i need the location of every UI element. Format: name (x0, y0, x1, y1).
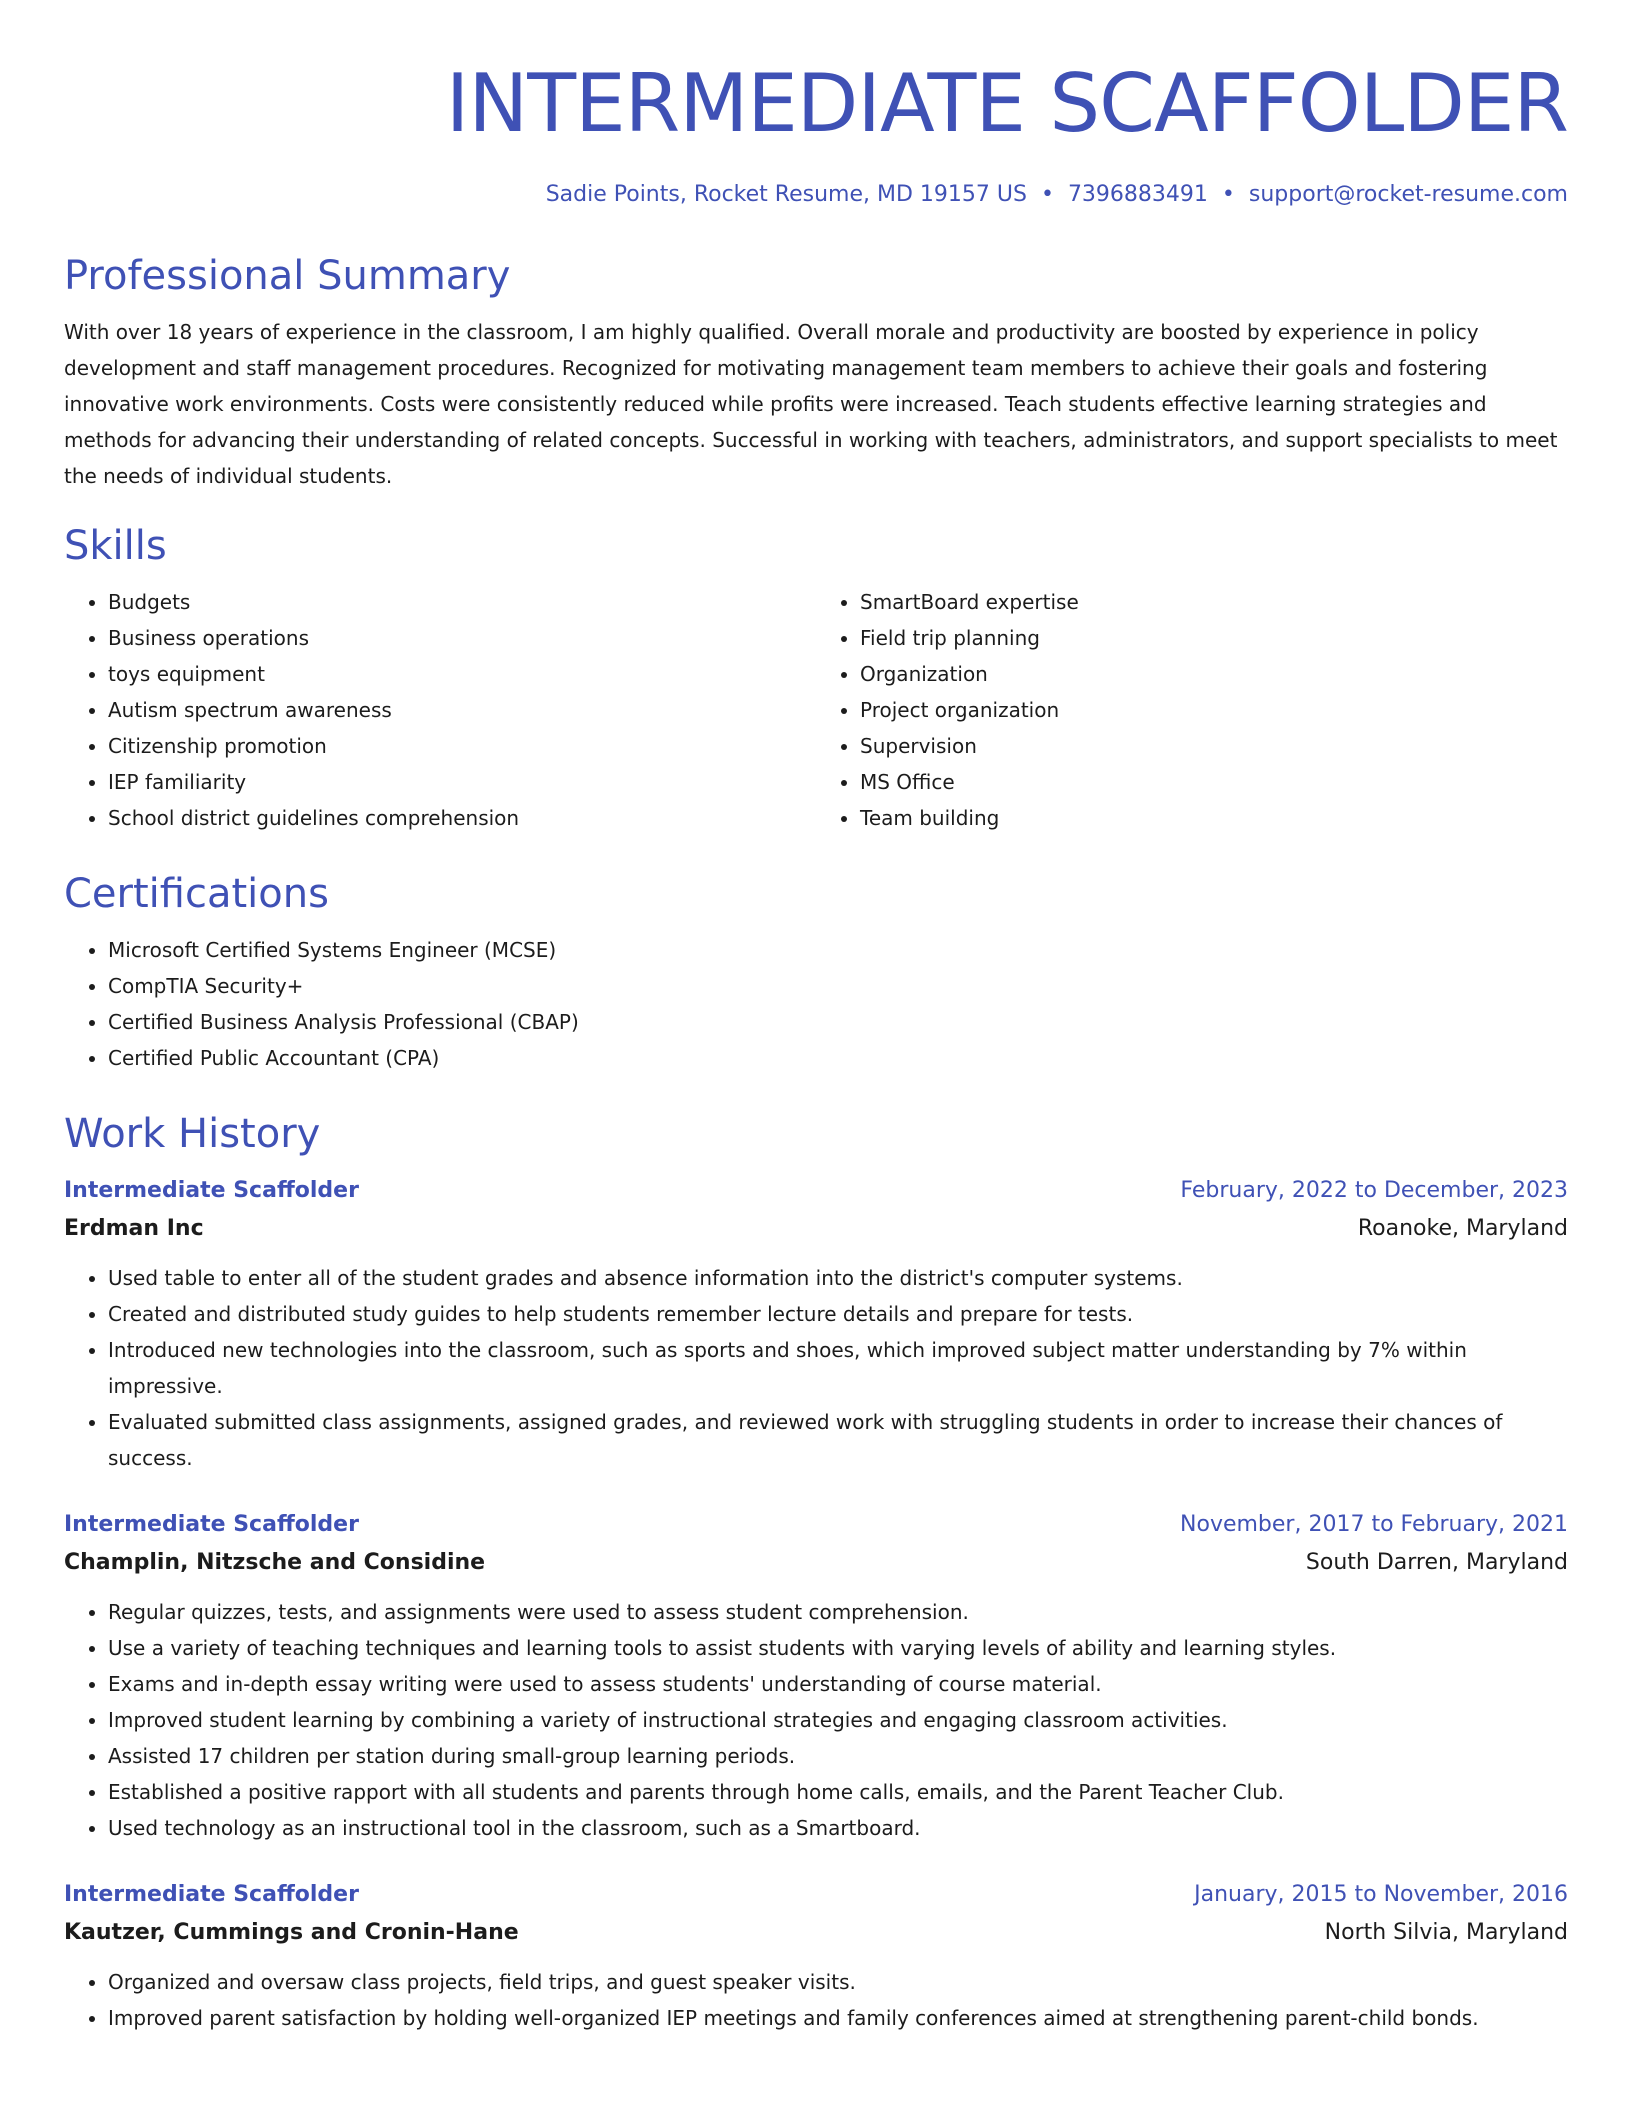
work-history-heading: Work History (64, 1111, 321, 1157)
job-bullets (64, 1964, 1568, 2036)
job-dates: January, 2015 to November, 2016 (1194, 1882, 1568, 1907)
job-location: Roanoke, Maryland (1357, 1216, 1568, 1241)
job-company: Erdman Inc (64, 1216, 204, 1241)
contact-line (64, 180, 1568, 210)
job-bullet: • Regular quizzes, tests, and assignments were used to assess student comprehension. (108, 1594, 1568, 1630)
job-bullets (64, 1260, 1568, 1476)
skill-item: • Business operations (108, 620, 816, 656)
job-bullet: • Established a positive rapport with all students and parents through home calls, emails, and the Parent Teacher Club. (108, 1774, 1568, 1810)
certifications-heading: Certifications (64, 871, 329, 917)
skill-item: • MS Office (860, 764, 1568, 800)
summary-heading: Professional Summary (64, 253, 511, 299)
certification-item: • Certified Public Accountant (CPA) (108, 1040, 1568, 1076)
job-header-row (64, 1876, 1568, 1914)
skill-item: • IEP familiarity (108, 764, 816, 800)
candidate-name: INTERMEDIATE SCAFFOLDER (445, 57, 1568, 150)
job-location: South Darren, Maryland (1305, 1550, 1568, 1575)
contact-phone[interactable]: 7396883491 (1067, 182, 1208, 207)
job-company-row (64, 1914, 1568, 1952)
job-header-row (64, 1172, 1568, 1210)
job-entry (64, 1876, 1568, 2036)
skill-item: • Budgets (108, 584, 816, 620)
job-bullet: • Exams and in-depth essay writing were used to assess students' understanding of course material. (108, 1666, 1568, 1702)
job-title: Intermediate Scaffolder (64, 1512, 359, 1537)
skill-item: • toys equipment (108, 656, 816, 692)
skills-right-list (816, 584, 1568, 836)
job-entry (64, 1172, 1568, 1476)
skill-item: • Team building (860, 800, 1568, 836)
skill-item: • School district guidelines comprehension (108, 800, 816, 836)
skills-heading: Skills (64, 523, 167, 569)
job-location: North Silvia, Maryland (1324, 1920, 1568, 1945)
job-bullet: • Improved student learning by combining a variety of instructional strategies and engaging classroom activities. (108, 1702, 1568, 1738)
job-company: Champlin, Nitzsche and Considine (64, 1550, 486, 1575)
job-bullet: • Use a variety of teaching techniques and learning tools to assist students with varying levels of ability and learning styles. (108, 1630, 1568, 1666)
certification-item: • Microsoft Certified Systems Engineer (MCSE) (108, 932, 1568, 968)
job-bullet: • Created and distributed study guides to help students remember lecture details and prepare for tests. (108, 1296, 1568, 1332)
job-company-row (64, 1544, 1568, 1582)
job-header-row (64, 1506, 1568, 1544)
skill-item: • Citizenship promotion (108, 728, 816, 764)
job-title: Intermediate Scaffolder (64, 1178, 359, 1203)
certifications-list (64, 932, 1568, 1076)
job-bullet: • Introduced new technologies into the classroom, such as sports and shoes, which improved subject matter understanding by 7% within impressive. (108, 1332, 1568, 1404)
job-bullets (64, 1594, 1568, 1846)
job-bullet: • Used table to enter all of the student grades and absence information into the district's computer systems. (108, 1260, 1568, 1296)
skill-item: • Supervision (860, 728, 1568, 764)
skill-item: • SmartBoard expertise (860, 584, 1568, 620)
skills-columns (64, 584, 1568, 836)
job-dates: November, 2017 to February, 2021 (1180, 1512, 1568, 1537)
job-company-row (64, 1210, 1568, 1248)
summary-text: With over 18 years of experience in the classroom, I am highly qualified. Overall morale and productivity are boosted by experience in policy development and staff management procedures. Recognized for motivating management team members to achieve their goals and fostering innovative work environments. Costs were consistently reduced while profits were increased. Teach students effective learning strategies and methods for advancing their understanding of related concepts. Successful in working with teachers, administrators, and support specialists to meet the needs of individual students. (64, 320, 1558, 488)
skill-item: • Organization (860, 656, 1568, 692)
job-entry (64, 1506, 1568, 1846)
skills-left-list (64, 584, 816, 836)
job-bullet: • Improved parent satisfaction by holding well-organized IEP meetings and family conferences aimed at strengthening parent-child bonds. (108, 2000, 1568, 2036)
contact-email[interactable]: support@rocket-resume.com (1248, 182, 1568, 207)
contact-address: Sadie Points, Rocket Resume, MD 19157 US (545, 182, 1027, 207)
skill-item: • Autism spectrum awareness (108, 692, 816, 728)
job-bullet: • Evaluated submitted class assignments, assigned grades, and reviewed work with struggling students in order to increase their chances of success. (108, 1404, 1568, 1476)
job-bullet: • Assisted 17 children per station during small-group learning periods. (108, 1738, 1568, 1774)
certification-item: • CompTIA Security+ (108, 968, 1568, 1004)
job-company: Kautzer, Cummings and Cronin-Hane (64, 1920, 519, 1945)
job-dates: February, 2022 to December, 2023 (1180, 1178, 1568, 1203)
job-bullet: • Used technology as an instructional tool in the classroom, such as a Smartboard. (108, 1810, 1568, 1846)
contact-separator: • (1040, 182, 1054, 207)
contact-separator: • (1221, 182, 1235, 207)
skill-item: • Project organization (860, 692, 1568, 728)
certification-item: • Certified Business Analysis Professional (CBAP) (108, 1004, 1568, 1040)
job-title: Intermediate Scaffolder (64, 1882, 359, 1907)
skill-item: • Field trip planning (860, 620, 1568, 656)
resume-page (64, 0, 1568, 2036)
job-bullet: • Organized and oversaw class projects, field trips, and guest speaker visits. (108, 1964, 1568, 2000)
